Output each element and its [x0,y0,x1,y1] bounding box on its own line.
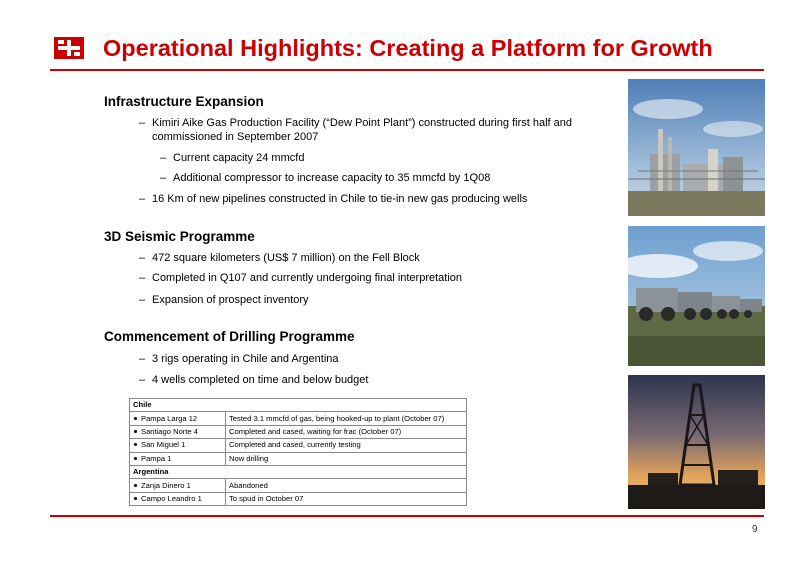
well-status: Now drilling [226,452,467,465]
well-status: Completed and cased, waiting for frac (October 07) [226,425,467,438]
table-group-row [130,465,467,478]
dash-marker: – [160,172,167,184]
well-name-cell [130,452,226,465]
table-row [130,492,467,505]
table-row [130,439,467,452]
bullet-text: 472 square kilometers (US$ 7 million) on the Fell Block [152,252,420,264]
bullet-dot-icon [134,430,137,433]
well-status: Tested 3.1 mmcfd of gas, being hooked-up to plant (October 07) [226,412,467,425]
dash-marker: – [160,152,167,164]
bullet-item [139,116,609,144]
table-row [130,452,467,465]
section-heading-drilling: Commencement of Drilling Programme [104,329,355,344]
well-name: Santiago Norte 4 [141,426,198,436]
table-row [130,412,467,425]
table-group-row [130,399,467,412]
sub-bullet-item [160,171,580,185]
table-row [130,425,467,438]
well-name-cell [130,412,226,425]
well-name-cell [130,439,226,452]
well-status: Completed and cased, currently testing [226,439,467,452]
dash-marker: – [139,353,146,365]
table-row [130,479,467,492]
bullet-item [139,293,609,307]
sub-bullet-item [160,151,580,165]
bullet-text: Kimiri Aike Gas Production Facility (“Dew Point Plant”) constructed during first half and commissioned in September 2007 [152,117,572,143]
dash-marker: – [139,272,146,284]
bullet-text: Completed in Q107 and currently undergoing final interpretation [152,272,463,284]
dash-marker: – [139,252,146,264]
bullet-dot-icon [134,443,137,446]
bullet-dot-icon [134,497,137,500]
bullet-dot-icon [134,457,137,460]
bullet-text: Additional compressor to increase capacity to 35 mmcfd by 1Q08 [173,172,491,184]
section-heading-seismic: 3D Seismic Programme [104,229,255,244]
bullet-text: 3 rigs operating in Chile and Argentina [152,353,339,365]
well-name: Campo Leandro 1 [141,493,202,503]
dash-marker: – [139,193,146,205]
well-name: San Miguel 1 [141,440,186,450]
well-name: Pampa Larga 12 [141,413,198,423]
bullet-text: 4 wells completed on time and below budget [152,374,369,386]
bullet-text: 16 Km of new pipelines constructed in Chile to tie-in new gas producing wells [152,193,528,205]
well-name: Zanja Dinero 1 [141,480,191,490]
photo-seismic-trucks [628,226,765,366]
footer-rule [50,515,764,517]
bullet-dot-icon [134,484,137,487]
bullet-text: Current capacity 24 mmcfd [173,152,305,164]
well-name-cell [130,479,226,492]
dash-marker: – [139,294,146,306]
bullet-item [139,352,609,366]
page-number: 9 [752,524,758,535]
photo-drilling-rig [628,375,765,509]
well-name-cell [130,492,226,505]
well-status: To spud in October 07 [226,492,467,505]
country-label: Chile [130,399,467,412]
well-name: Pampa 1 [141,453,172,463]
bullet-item [139,192,609,206]
section-heading-infrastructure: Infrastructure Expansion [104,94,264,109]
bullet-item [139,271,609,285]
company-logo [54,37,84,59]
bullet-item [139,373,609,387]
photo-gas-plant [628,79,765,216]
title-rule [50,69,764,71]
page-title: Operational Highlights: Creating a Platform for Growth [103,35,713,61]
bullet-text: Expansion of prospect inventory [152,294,309,306]
country-label: Argentina [130,465,467,478]
dash-marker: – [139,374,146,386]
well-status: Abandoned [226,479,467,492]
bullet-dot-icon [134,417,137,420]
company-logo-icon [54,37,84,59]
wells-status-table [129,398,467,506]
dash-marker: – [139,117,146,129]
well-name-cell [130,425,226,438]
bullet-item [139,251,609,265]
